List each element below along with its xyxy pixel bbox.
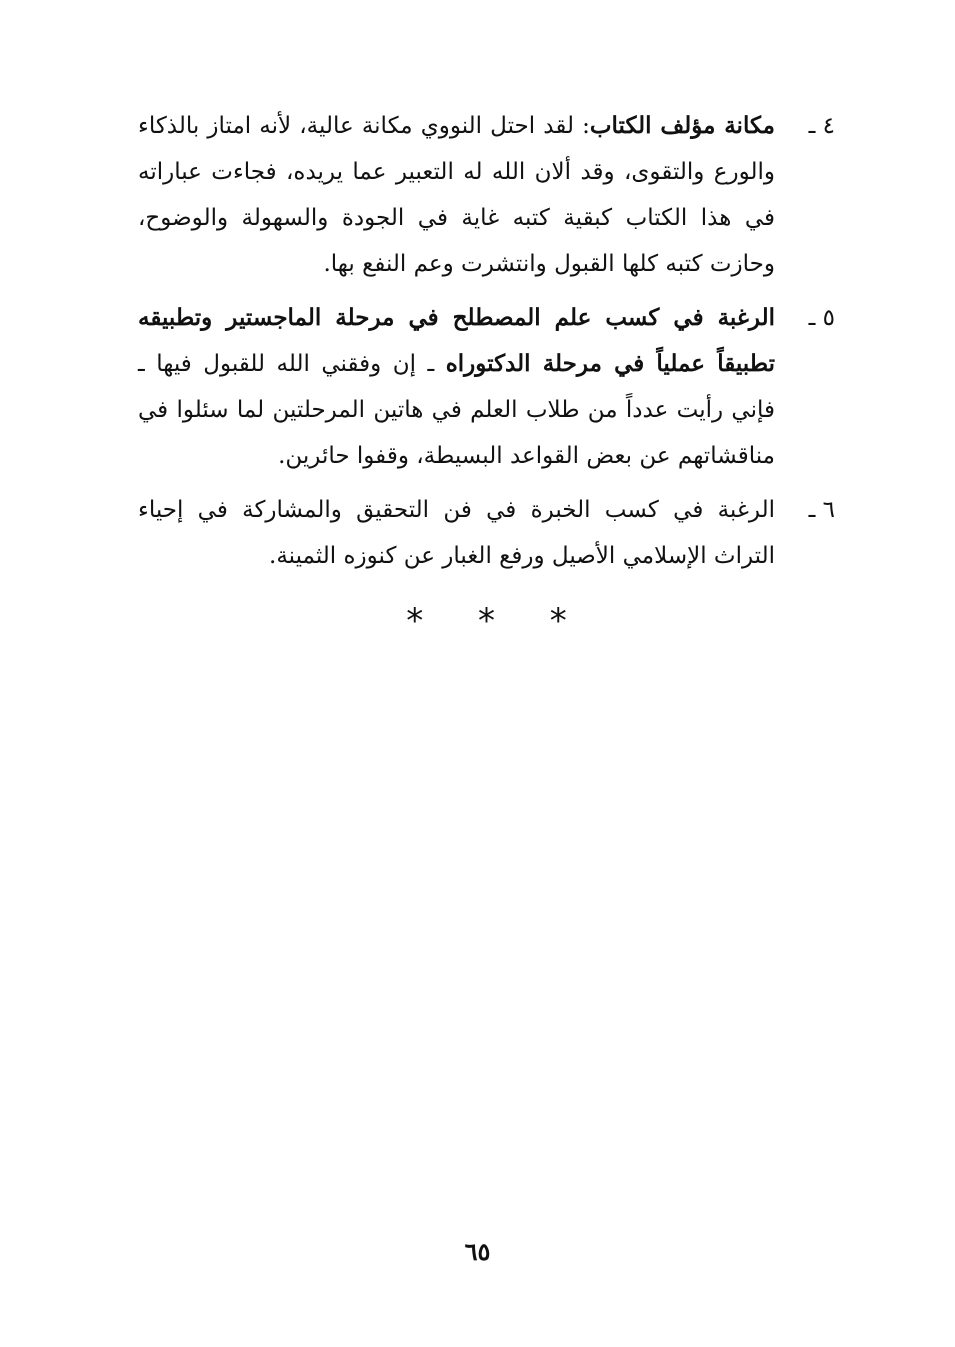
page-content <box>138 103 835 641</box>
list-item-5 <box>138 295 835 479</box>
list-item-body: : لقد احتل النووي مكانة عالية، لأنه امتاز بالذكاء والورع والتقوى، وقد ألان الله له التعبير عما يريده، فجاءت عباراته في هذا الكتاب كبقية كتبه غاية في الجودة والسهولة والوضوح، وحازت كتبه كلها القبول وانتشرت وعم النفع بها. <box>138 113 775 277</box>
list-item-number: ٤ ـ <box>808 113 835 139</box>
list-item-body: الرغبة في كسب الخبرة في فن التحقيق والمشاركة في إحياء التراث الإسلامي الأصيل ورفع الغبار عن كنوزه الثمينة. <box>138 497 775 569</box>
list-item-text <box>138 487 775 579</box>
list-item-4 <box>138 103 835 287</box>
list-item-text <box>138 295 775 479</box>
list-item-lead: مكانة مؤلف الكتاب <box>589 112 775 139</box>
list-item-text <box>138 103 775 287</box>
list-item-body: ـ إن وفقني الله للقبول فيها ـ فإني رأيت عدداً من طلاب العلم في هاتين المرحلتين لما سئلوا في مناقشاتهم عن بعض القواعد البسيطة، وقفوا حائرين. <box>138 351 775 469</box>
list-item-number: ٦ ـ <box>808 497 835 523</box>
section-separator: * * * <box>406 601 589 641</box>
page-number: ٦٥ <box>464 1237 491 1266</box>
list-item-6 <box>138 487 835 579</box>
list-item-lead: الرغبة في كسب علم المصطلح في مرحلة الماجستير وتطبيقه تطبيقاً عملياً في مرحلة الدكتوراه <box>138 304 775 377</box>
list-item-number: ٥ ـ <box>808 305 835 331</box>
